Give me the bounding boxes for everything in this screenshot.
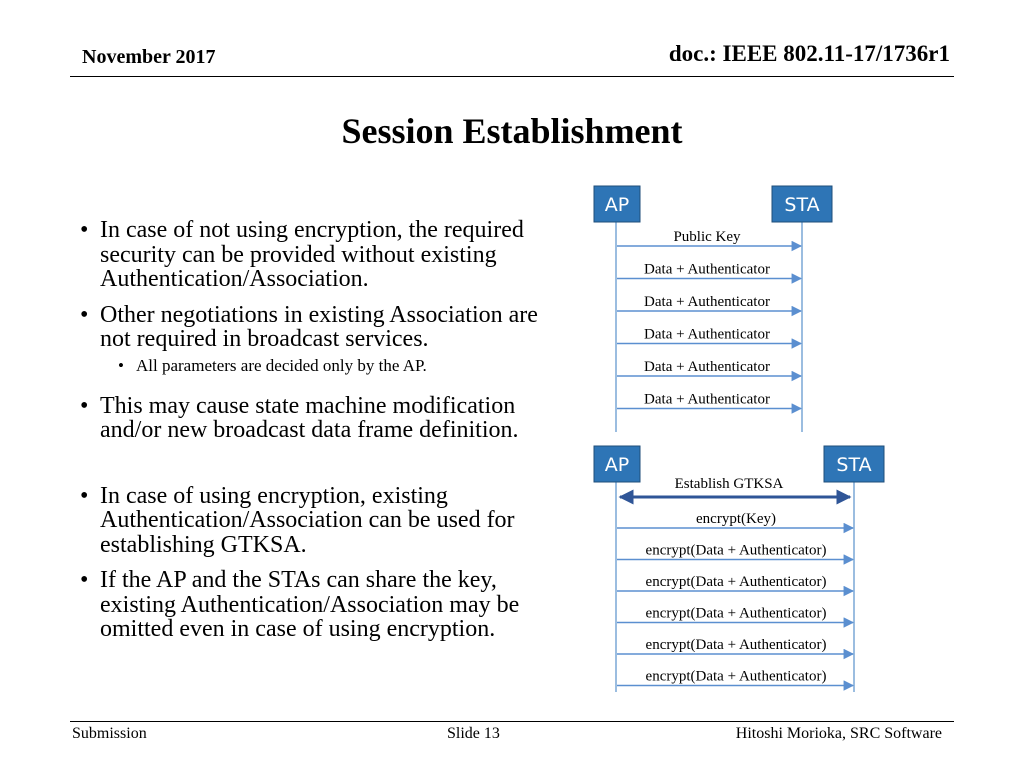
footer-slide-number: Slide 13 bbox=[447, 725, 500, 742]
d1-msg-label-4: Data + Authenticator bbox=[644, 326, 770, 343]
diagram-1 bbox=[594, 186, 832, 432]
footer-submission: Submission bbox=[72, 725, 147, 742]
d2-msg-label-2: encrypt(Data + Authenticator) bbox=[645, 542, 827, 559]
header-doc-id: doc.: IEEE 802.11-17/1736r1 bbox=[668, 41, 950, 66]
d2-ap-label: AP bbox=[604, 454, 630, 476]
bullet-with-encryption: • In case of using encryption, existing Authentication/Association can be used for establishing GTKSA. bbox=[80, 484, 550, 558]
bullet-shared-key: • If the AP and the STAs can share the key, existing Authentication/Association may be omitted even in case of using encryption. bbox=[80, 568, 550, 642]
bullet-state-machine: • This may cause state machine modification and/or new broadcast data frame definition. bbox=[80, 394, 550, 443]
diagram-2 bbox=[594, 446, 884, 692]
d2-msg-label-5: encrypt(Data + Authenticator) bbox=[645, 637, 827, 653]
d2-msg-label-1: encrypt(Key) bbox=[696, 511, 776, 527]
bullet-other-negotiations: • Other negotiations in existing Association are not required in broadcast services. bbox=[80, 303, 550, 352]
d1-ap-label: AP bbox=[604, 194, 630, 216]
footer-divider bbox=[70, 721, 954, 722]
d1-msg-label-2: Data + Authenticator bbox=[644, 261, 770, 278]
gtksa-label: Establish GTKSA bbox=[674, 476, 784, 492]
bullet-no-encryption: • In case of not using encryption, the required security can be provided without existing Authentication/Association. bbox=[80, 218, 550, 292]
d1-msg-label-3: Data + Authenticator bbox=[644, 294, 770, 310]
slide-title: Session Establishment bbox=[341, 111, 683, 151]
d2-msg-label-3: encrypt(Data + Authenticator) bbox=[645, 574, 827, 590]
d2-msg-label-6: encrypt(Data + Authenticator) bbox=[645, 668, 827, 685]
sub-bullet-parameters: • All parameters are decided only by the AP. bbox=[118, 355, 550, 377]
d1-sta-label: STA bbox=[784, 194, 820, 216]
d2-msg-label-4: encrypt(Data + Authenticator) bbox=[645, 605, 827, 622]
footer-author: Hitoshi Morioka, SRC Software bbox=[735, 725, 942, 742]
d1-msg-label-6: Data + Authenticator bbox=[644, 391, 770, 408]
d1-msg-label-1: Public Key bbox=[673, 229, 741, 245]
d2-sta-label: STA bbox=[836, 454, 872, 476]
d1-msg-label-5: Data + Authenticator bbox=[644, 359, 770, 375]
header-date: November 2017 bbox=[82, 46, 216, 68]
